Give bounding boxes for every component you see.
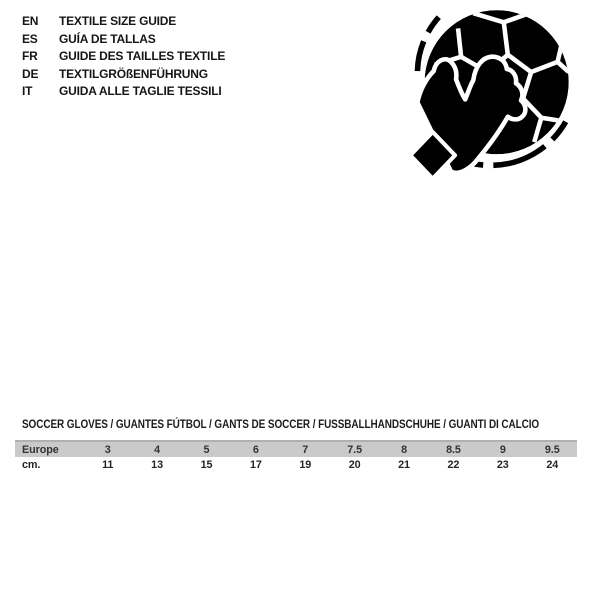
cm-cell: 19 [281,457,330,473]
cm-cell: 21 [379,457,428,473]
lang-label: TEXTILE SIZE GUIDE [59,14,177,28]
size-chart-heading: SOCCER GLOVES / GUANTES FÚTBOL / GANTS DE SOCCER / FUSSBALLHANDSCHUHE / GUANTI DI CALCIO [22,417,540,431]
size-cell: 6 [231,441,280,457]
lang-label: GUIDA ALLE TAGLIE TESSILI [59,84,222,99]
size-cell: 8.5 [429,441,478,457]
size-cell: 7 [281,441,330,457]
size-cell: 7.5 [330,441,379,457]
size-cell: 9 [478,441,527,457]
goalkeeper-glove-soccer-ball-icon [403,4,571,202]
lang-label: GUIDE DES TAILLES TEXTILE [59,49,226,64]
cm-cell: 22 [429,457,478,473]
lang-code: FR [22,49,38,64]
cm-cell: 20 [330,457,379,473]
language-guide-block [22,13,225,101]
lang-row-de [22,66,225,84]
lang-row-fr [22,48,225,66]
lang-row-it [22,83,225,101]
lang-label: GUÍA DE TALLAS [59,31,156,46]
cm-cell: 17 [231,457,280,473]
size-cell: 5 [182,441,231,457]
size-cell: 9.5 [528,441,577,457]
cm-cell: 11 [83,457,132,473]
table-row-cm [15,457,577,473]
lang-code: IT [22,84,33,99]
size-cell: 3 [83,441,132,457]
lang-label: TEXTILGRÖßENFÜHRUNG [59,66,208,81]
table-row-europe [15,441,577,457]
size-chart-table [15,440,577,473]
lang-row-es [22,31,225,49]
cm-cell: 13 [132,457,181,473]
row-label-cm: cm. [15,457,83,473]
cm-cell: 15 [182,457,231,473]
row-label-europe: Europe [15,441,83,457]
size-cell: 4 [132,441,181,457]
lang-row-en [22,13,225,31]
cm-cell: 24 [528,457,577,473]
lang-code: DE [22,66,39,81]
cm-cell: 23 [478,457,527,473]
lang-code: EN [22,14,39,28]
size-cell: 8 [379,441,428,457]
lang-code: ES [22,31,38,46]
